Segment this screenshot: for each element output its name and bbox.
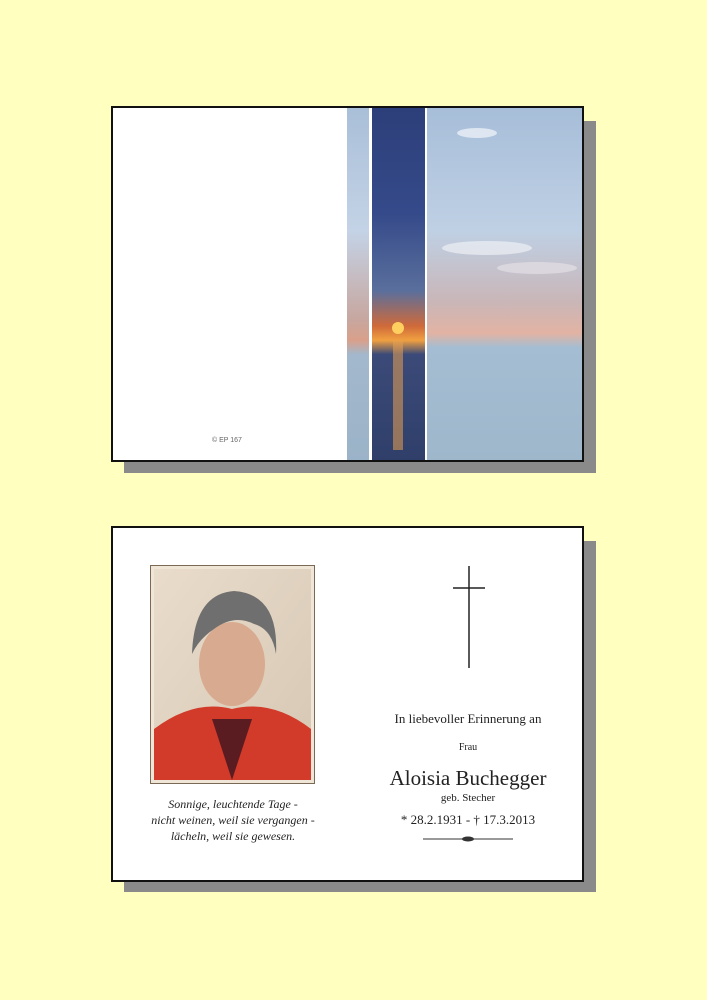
remembrance-intro: In liebevoller Erinnerung an [394, 711, 542, 726]
sunset-image-strip-left [347, 108, 369, 460]
life-dates: * 28.2.1931 - † 17.3.2013 [400, 812, 536, 827]
deceased-name: Aloisia Buchegger [389, 766, 547, 790]
sunset-image-strip-right [427, 108, 584, 460]
cross-icon [453, 566, 485, 668]
ornament-divider-icon [423, 835, 513, 843]
sunset-image-strip-center [372, 108, 425, 460]
maiden-name: geb. Stecher [440, 792, 496, 804]
poem-line: nicht weinen, weil sie vergangen - [151, 813, 315, 827]
poem-line: lächeln, weil sie gewesen. [170, 829, 296, 843]
memorial-poem [123, 796, 343, 844]
copyright-label: © EP 167 [212, 437, 242, 444]
portrait-photo [150, 565, 315, 784]
back-card [111, 526, 584, 882]
poem-line: Sonnige, leuchtende Tage - [168, 797, 298, 811]
salutation: Frau [458, 742, 478, 753]
front-card [111, 106, 584, 462]
